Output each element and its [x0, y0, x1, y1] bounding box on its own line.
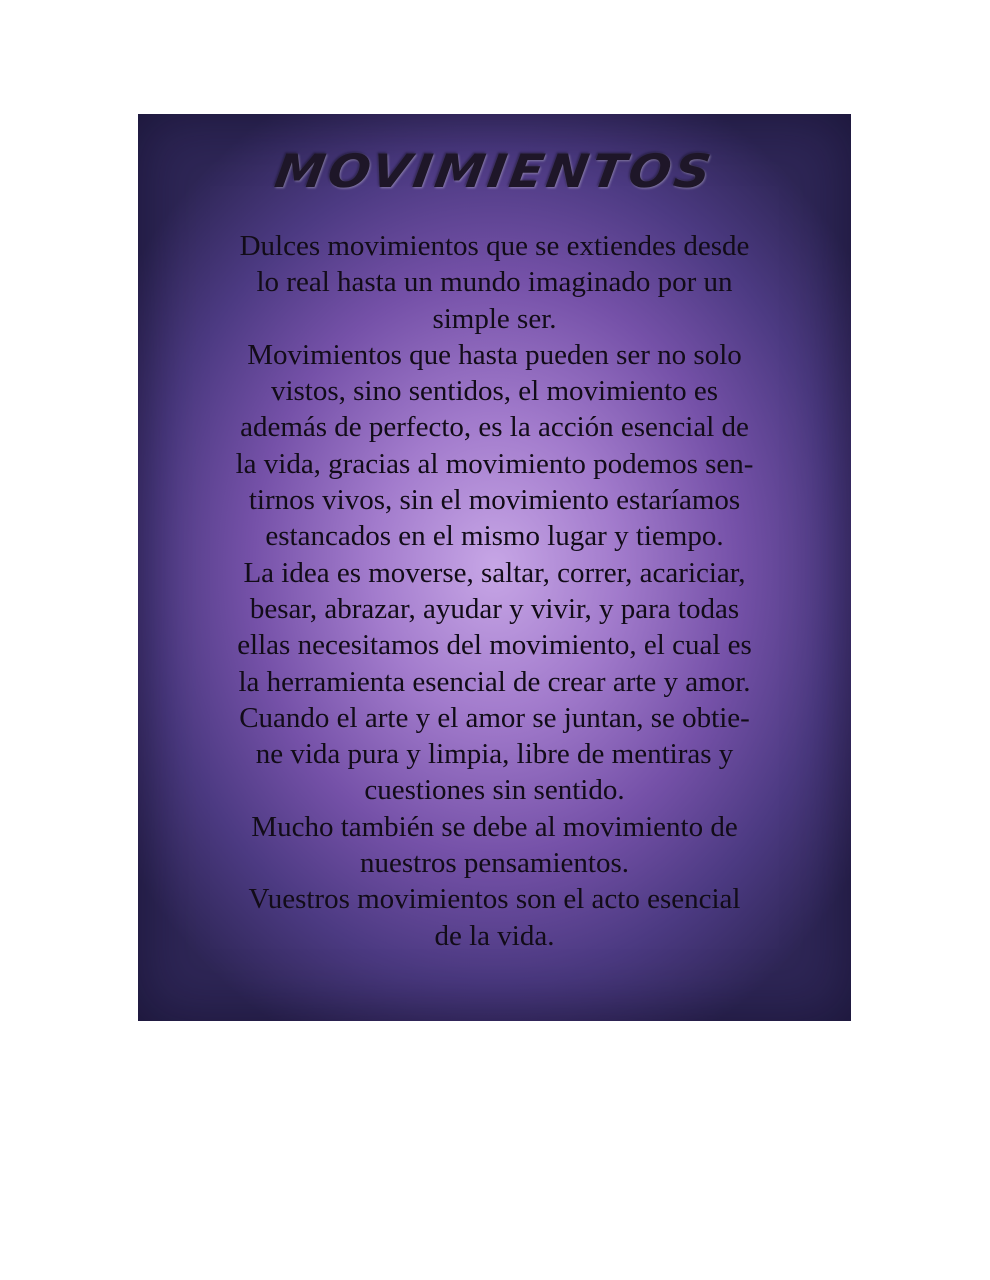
poem-line: de la vida.	[434, 919, 555, 952]
poem-line: Cuando el arte y el amor se juntan, se obtie-	[239, 701, 750, 734]
poem-line: nuestros pensamientos.	[359, 847, 629, 880]
poem-line: ne vida pura y limpia, libre de mentiras y	[255, 738, 734, 771]
poem-body	[198, 228, 791, 954]
poem-title: MOVIMIENTOS	[271, 144, 718, 198]
poem-line: La idea es moverse, saltar, correr, acariciar,	[243, 556, 746, 589]
poem-card	[138, 114, 851, 1021]
poem-line: cuestiones sin sentido.	[364, 774, 625, 807]
poem-line: simple ser.	[432, 302, 557, 335]
poem-line: la herramienta esencial de crear arte y amor.	[238, 665, 751, 698]
poem-line: Movimientos que hasta pueden ser no solo	[247, 338, 742, 371]
poem-line: estancados en el mismo lugar y tiempo.	[265, 520, 724, 553]
poem-line: tirnos vivos, sin el movimiento estaríamos	[248, 484, 741, 517]
poem-line: Vuestros movimientos son el acto esencial	[248, 883, 741, 916]
poem-line: vistos, sino sentidos, el movimiento es	[270, 375, 719, 408]
poem-line: ellas necesitamos del movimiento, el cual es	[237, 629, 752, 662]
poem-line: besar, abrazar, ayudar y vivir, y para todas	[249, 592, 740, 625]
poem-line: Mucho también se debe al movimiento de	[251, 810, 738, 843]
poem-line: la vida, gracias al movimiento podemos sen-	[235, 447, 754, 480]
poem-line: lo real hasta un mundo imaginado por un	[256, 266, 733, 299]
poem-line: Dulces movimientos que se extiendes desde	[239, 230, 750, 262]
poem-line: además de perfecto, es la acción esencial de	[240, 411, 749, 444]
